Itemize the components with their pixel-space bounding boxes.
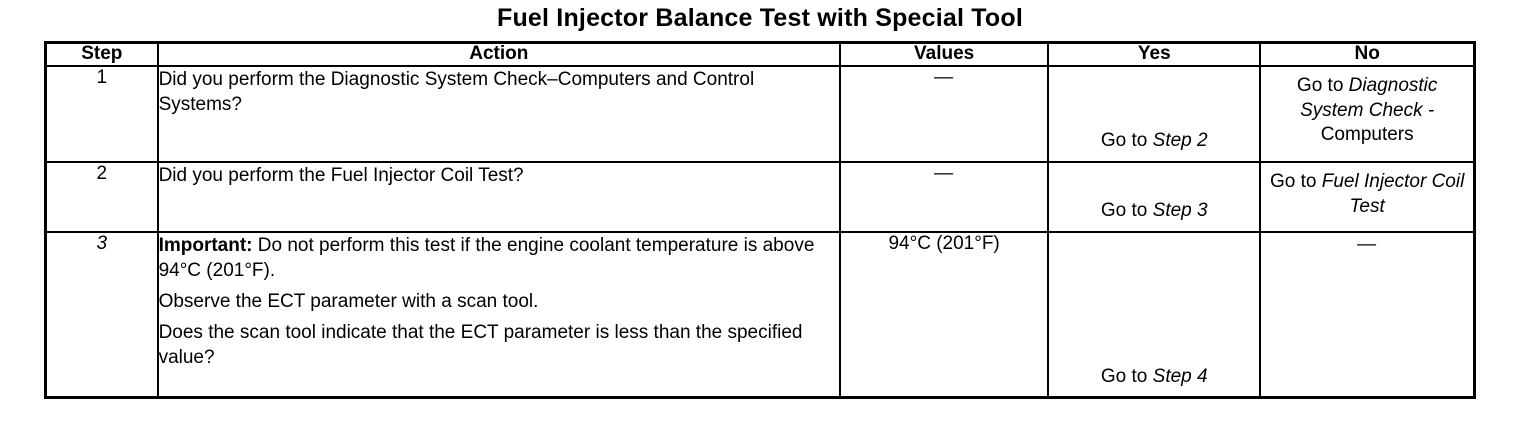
- action-line: Observe the ECT parameter with a scan tool.: [158, 291, 539, 313]
- column-header-yes: Yes: [1048, 43, 1260, 66]
- no-reference: Diagnostic System Check -: [1300, 74, 1438, 121]
- column-header-action: Action: [158, 43, 840, 66]
- values-text: [840, 66, 1048, 162]
- yes-result: [1048, 232, 1260, 398]
- values-spec: 94°C (201°F): [888, 232, 1000, 254]
- yes-result: [1048, 162, 1260, 232]
- step-number: 3: [46, 232, 158, 398]
- table-header-row: [46, 43, 1475, 66]
- step-number: 2: [46, 162, 158, 232]
- values-text: [840, 232, 1048, 398]
- yes-result-text: [1049, 365, 1259, 390]
- important-text: Do not perform this test if the engine coolant temperature is above 94°C (201°F).: [158, 234, 815, 281]
- no-result-text: [1261, 163, 1473, 219]
- yes-reference: Step 4: [1152, 365, 1208, 387]
- values-dash: —: [934, 162, 955, 184]
- no-prefix: Go to: [1270, 170, 1322, 192]
- action-text: [158, 232, 840, 398]
- action-line: Does the scan tool indicate that the ECT parameter is less than the specified value?: [158, 322, 803, 369]
- no-result: [1260, 232, 1474, 398]
- procedure-table: [44, 41, 1476, 399]
- yes-reference: Step 2: [1152, 130, 1208, 152]
- table-row: [46, 66, 1475, 162]
- action-text: [158, 66, 840, 162]
- action-text: [158, 162, 840, 232]
- column-header-step: Step: [46, 43, 158, 66]
- yes-result-text: [1049, 199, 1259, 224]
- yes-result: [1048, 66, 1260, 162]
- no-dash: —: [1357, 233, 1378, 255]
- values-dash: —: [934, 66, 955, 88]
- no-result: [1260, 66, 1474, 162]
- yes-reference: Step 3: [1152, 200, 1208, 222]
- action-line: Did you perform the Diagnostic System Check–Computers and Control Systems?: [158, 68, 755, 115]
- no-result: [1260, 162, 1474, 232]
- column-header-no: No: [1260, 43, 1474, 66]
- no-suffix: Computers: [1320, 124, 1414, 146]
- no-prefix: Go to: [1296, 74, 1349, 96]
- page-title: Fuel Injector Balance Test with Special Tool: [496, 4, 1024, 32]
- no-result-text: [1261, 233, 1473, 258]
- action-important: [159, 233, 839, 283]
- action-line: Did you perform the Fuel Injector Coil Test?: [158, 164, 524, 186]
- column-header-values: Values: [840, 43, 1048, 66]
- yes-prefix: Go to: [1100, 200, 1153, 222]
- yes-prefix: Go to: [1100, 130, 1153, 152]
- values-text: [840, 162, 1048, 232]
- yes-result-text: [1049, 129, 1259, 154]
- table-row: [46, 162, 1475, 232]
- no-reference: Fuel Injector Coil Test: [1321, 170, 1465, 217]
- yes-prefix: Go to: [1100, 365, 1153, 387]
- important-label: Important:: [158, 234, 253, 256]
- step-number: 1: [46, 66, 158, 162]
- table-row: [46, 232, 1475, 398]
- no-result-text: [1261, 67, 1473, 148]
